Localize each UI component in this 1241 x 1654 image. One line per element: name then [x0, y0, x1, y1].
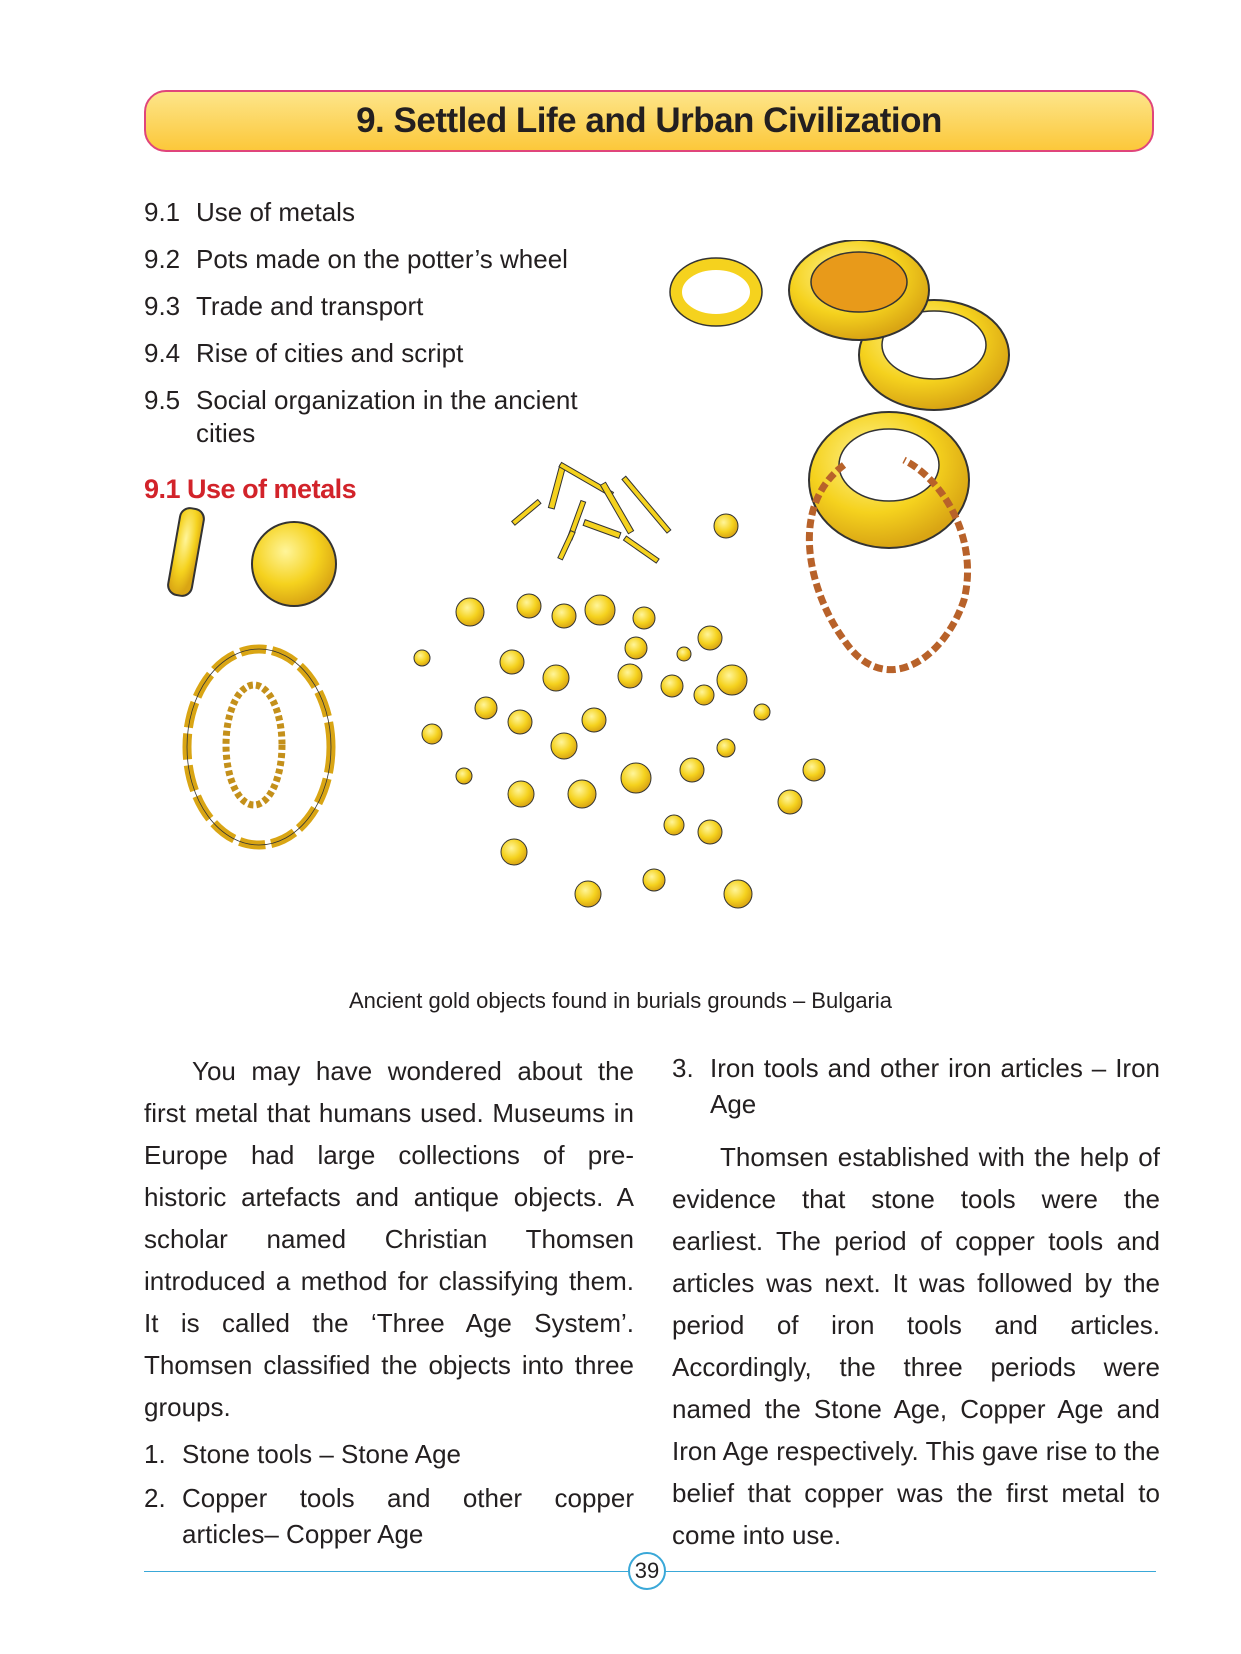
list-item	[144, 1436, 634, 1472]
toc-number: 9.3	[144, 291, 181, 321]
list-number: 3.	[672, 1053, 694, 1083]
list-item	[672, 1050, 1160, 1122]
chapter-title-banner	[144, 90, 1154, 152]
age-list-continued	[672, 1050, 1160, 1122]
toc-number: 9.4	[144, 338, 181, 368]
body-paragraph: You may have wondered about the first metal that humans used. Museums in Europe had large collections of pre-historic artefacts and antique objects. A scholar named Christian Thomsen introduced a method for classifying them. It is called the ‘Three Age System’. Thomsen classified the objects into three groups.	[144, 1056, 634, 1422]
gold-rods	[512, 462, 671, 563]
gold-necklace	[187, 649, 331, 845]
list-number: 2.	[144, 1483, 166, 1513]
bangles	[789, 240, 1009, 410]
page-number-text: 39	[634, 1558, 660, 1583]
section-heading: 9.1 Use of metals	[144, 474, 357, 504]
gold-objects-illustration	[144, 240, 1084, 980]
toc-text: Use of metals	[196, 197, 355, 227]
toc-number: 9.5	[144, 385, 181, 415]
list-text: Iron tools and other iron articles – Iron Age	[710, 1053, 1160, 1119]
toc-text: Trade and transport	[196, 291, 424, 321]
toc-number: 9.1	[144, 197, 181, 227]
list-number: 1.	[144, 1439, 166, 1469]
page-number	[628, 1552, 666, 1590]
figure-caption: Ancient gold objects found in burials grounds – Bulgaria	[348, 988, 893, 1013]
small-ring	[676, 264, 756, 320]
toc-number: 9.2	[144, 244, 181, 274]
bangle-with-chain	[809, 412, 969, 670]
gold-cylinder	[167, 507, 206, 598]
gold-beads	[414, 514, 825, 908]
age-list	[144, 1436, 634, 1552]
list-text: Stone tools – Stone Age	[182, 1439, 461, 1469]
right-column	[672, 1050, 1160, 1556]
toc-text: Rise of cities and script	[196, 338, 464, 368]
list-text: Copper tools and other copper articles– Copper Age	[182, 1483, 634, 1549]
left-column	[144, 1050, 634, 1552]
toc-text: Pots made on the potter’s wheel	[196, 244, 568, 274]
toc-text: Social organization in the ancient cities	[196, 385, 578, 448]
toc-item	[144, 196, 704, 229]
chapter-title: 9. Settled Life and Urban Civilization	[356, 101, 942, 140]
gold-ball	[252, 522, 336, 606]
body-paragraph: Thomsen established with the help of evidence that stone tools were the earliest. The period of copper tools and articles was next. It was followed by the period of iron tools and articles. Accordingly, the three periods were named the Stone Age, Copper Age and Iron Age respectively. This gave rise to the belief that copper was the first metal to come into use.	[672, 1142, 1160, 1550]
list-item	[144, 1480, 634, 1552]
